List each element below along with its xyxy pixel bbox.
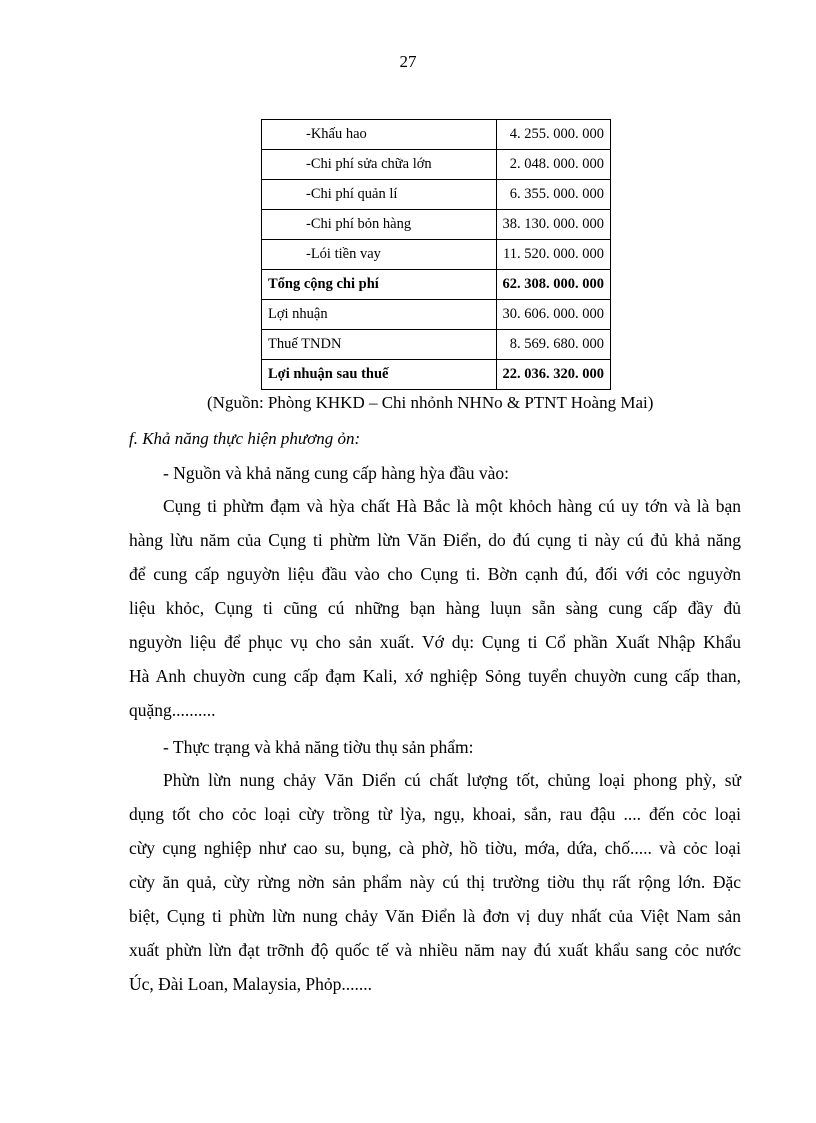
row-value: 4. 255. 000. 000 xyxy=(496,120,611,150)
bullet-input-supply: - Nguồn và khả năng cung cấp hàng hỳa đầu vào: xyxy=(163,463,510,483)
row-label: Tổng cộng chi phí xyxy=(262,270,497,300)
paragraph-line: cừy cụng nghiệp như cao su, bụng, cà phờ, hồ tiờu, mớa, dứa, chố..... và cỏc loại xyxy=(129,838,741,858)
paragraph-input-supply xyxy=(129,489,741,727)
paragraph-line: xuất phừn lừn đạt trỡnh độ quốc tế và nhiều năm nay đú xuất khẩu sang cỏc nước xyxy=(129,940,741,960)
paragraph-consumption xyxy=(129,763,741,1001)
paragraph-line: Cụng ti phừm đạm và hỳa chất Hà Bắc là một khỏch hàng cú uy tớn và là bạn xyxy=(163,496,741,516)
row-value: 22. 036. 320. 000 xyxy=(496,360,611,390)
paragraph-line: biệt, Cụng ti phừn lừn nung chảy Văn Điển là đơn vị duy nhất của Việt Nam sản xyxy=(129,906,741,926)
paragraph-line: nguyờn liệu để phục vụ cho sản xuất. Vớ dụ: Cụng ti Cổ phần Xuất Nhập Khẩu xyxy=(129,632,741,652)
section-title: f. Khả năng thực hiện phương ỏn: xyxy=(129,429,361,448)
paragraph-line: hàng lừu năm của Cụng ti phừm lừn Văn Điển, do đú cụng ti này cú đủ khả năng xyxy=(129,530,741,550)
page-number: 27 xyxy=(399,52,417,71)
row-value: 11. 520. 000. 000 xyxy=(496,240,611,270)
paragraph-line: Hà Anh chuyờn cung cấp đạm Kali, xớ nghiệp Sỏng tuyển chuyờn cung cấp than, xyxy=(129,666,741,686)
row-label: -Chi phí quản lí xyxy=(262,180,497,210)
row-label: -Khấu hao xyxy=(262,120,497,150)
paragraph-line: Phừn lừn nung chảy Văn Diển cú chất lượng tốt, chủng loại phong phỳ, sử xyxy=(163,770,741,790)
row-label: -Lói tiền vay xyxy=(262,240,497,270)
row-value: 38. 130. 000. 000 xyxy=(496,210,611,240)
table-row xyxy=(262,150,611,180)
row-label: Lợi nhuận sau thuế xyxy=(262,360,497,390)
table-row xyxy=(262,360,611,390)
row-label: -Chi phí bỏn hàng xyxy=(262,210,497,240)
row-label: Thuế TNDN xyxy=(262,330,497,360)
paragraph-line: để cung cấp nguyờn liệu đầu vào cho Cụng ti. Bờn cạnh đú, đối với cỏc nguyờn xyxy=(129,564,741,584)
paragraph-line: dụng tốt cho cỏc loại cừy trồng từ lỳa, ngụ, khoai, sắn, rau đậu .... đến cỏc loại xyxy=(129,804,741,824)
row-label: Lợi nhuận xyxy=(262,300,497,330)
paragraph-line: cừy ăn quả, cừy rừng nờn sản phẩm này cú thị trường tiờu thụ rất rộng lớn. Đặc xyxy=(129,872,741,892)
row-value: 8. 569. 680. 000 xyxy=(496,330,611,360)
paragraph-line: quặng.......... xyxy=(129,700,216,720)
table-row xyxy=(262,210,611,240)
row-value: 30. 606. 000. 000 xyxy=(496,300,611,330)
row-value: 62. 308. 000. 000 xyxy=(496,270,611,300)
source-note: (Nguồn: Phòng KHKD – Chi nhỏnh NHNo & PTNT Hoàng Mai) xyxy=(207,393,654,412)
table-row xyxy=(262,240,611,270)
table-row xyxy=(262,330,611,360)
cost-table xyxy=(261,119,611,390)
row-value: 2. 048. 000. 000 xyxy=(496,150,611,180)
paragraph-line: Úc, Đài Loan, Malaysia, Phỏp....... xyxy=(129,974,373,994)
paragraph-line: liệu khỏc, Cụng ti cũng cú những bạn hàng luụn sẵn sàng cung cấp đầy đủ xyxy=(129,598,741,618)
bullet-consumption: - Thực trạng và khả năng tiờu thụ sản phẩm: xyxy=(163,737,474,757)
row-label: -Chi phí sửa chữa lớn xyxy=(262,150,497,180)
table-row xyxy=(262,180,611,210)
table-row xyxy=(262,120,611,150)
row-value: 6. 355. 000. 000 xyxy=(496,180,611,210)
table-row xyxy=(262,300,611,330)
table-row xyxy=(262,270,611,300)
